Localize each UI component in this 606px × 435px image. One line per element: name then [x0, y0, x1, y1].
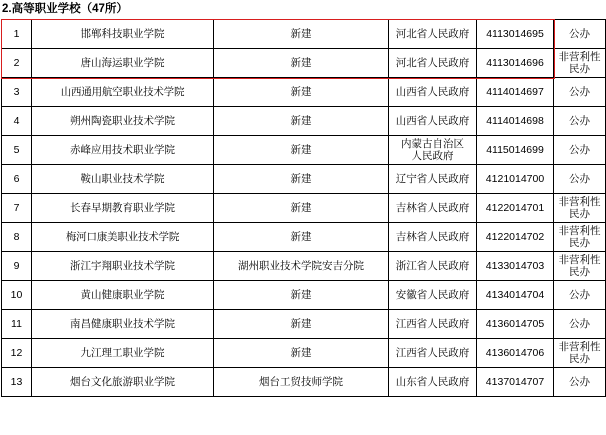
cell-ownership: 非营利性 民办 [554, 223, 606, 252]
cell-authority: 山东省人民政府 [389, 368, 477, 397]
cell-establish-type: 新建 [214, 194, 389, 223]
cell-school-name: 九江理工职业学院 [32, 339, 214, 368]
cell-establish-type: 新建 [214, 165, 389, 194]
cell-ownership: 公办 [554, 78, 606, 107]
table-row [2, 281, 606, 310]
cell-index: 2 [2, 49, 32, 78]
table-row [2, 20, 606, 49]
cell-authority: 吉林省人民政府 [389, 194, 477, 223]
cell-school-name: 山西通用航空职业技术学院 [32, 78, 214, 107]
table-row [2, 368, 606, 397]
cell-school-name: 梅河口康美职业技术学院 [32, 223, 214, 252]
cell-index: 7 [2, 194, 32, 223]
cell-ownership: 非营利性 民办 [554, 339, 606, 368]
cell-authority: 河北省人民政府 [389, 20, 477, 49]
cell-record-number: 4136014706 [477, 339, 554, 368]
cell-record-number: 4121014700 [477, 165, 554, 194]
table-row [2, 223, 606, 252]
cell-establish-type: 新建 [214, 107, 389, 136]
cell-ownership: 公办 [554, 107, 606, 136]
cell-index: 5 [2, 136, 32, 165]
cell-record-number: 4115014699 [477, 136, 554, 165]
cell-index: 1 [2, 20, 32, 49]
cell-ownership: 公办 [554, 310, 606, 339]
cell-school-name: 朔州陶瓷职业技术学院 [32, 107, 214, 136]
cell-school-name: 鞍山职业技术学院 [32, 165, 214, 194]
cell-school-name: 赤峰应用技术职业学院 [32, 136, 214, 165]
cell-authority: 浙江省人民政府 [389, 252, 477, 281]
cell-establish-type: 新建 [214, 281, 389, 310]
cell-establish-type: 新建 [214, 78, 389, 107]
cell-authority: 安徽省人民政府 [389, 281, 477, 310]
cell-index: 13 [2, 368, 32, 397]
table-row [2, 165, 606, 194]
cell-establish-type: 新建 [214, 49, 389, 78]
cell-establish-type: 新建 [214, 339, 389, 368]
cell-authority: 山西省人民政府 [389, 78, 477, 107]
cell-school-name: 浙江宇翔职业技术学院 [32, 252, 214, 281]
cell-index: 4 [2, 107, 32, 136]
cell-record-number: 4113014695 [477, 20, 554, 49]
cell-establish-type: 新建 [214, 310, 389, 339]
cell-index: 11 [2, 310, 32, 339]
cell-school-name: 唐山海运职业学院 [32, 49, 214, 78]
table-row [2, 194, 606, 223]
cell-authority: 辽宁省人民政府 [389, 165, 477, 194]
cell-school-name: 烟台文化旅游职业学院 [32, 368, 214, 397]
cell-record-number: 4136014705 [477, 310, 554, 339]
cell-authority: 江西省人民政府 [389, 339, 477, 368]
cell-index: 9 [2, 252, 32, 281]
cell-authority: 内蒙古自治区 人民政府 [389, 136, 477, 165]
schools-table [1, 19, 606, 397]
cell-record-number: 4114014697 [477, 78, 554, 107]
cell-school-name: 长春早期教育职业学院 [32, 194, 214, 223]
cell-establish-type: 烟台工贸技师学院 [214, 368, 389, 397]
cell-ownership: 非营利性 民办 [554, 49, 606, 78]
cell-establish-type: 新建 [214, 223, 389, 252]
cell-ownership: 公办 [554, 20, 606, 49]
page-title: 2.高等职业学校（47所） [2, 3, 128, 15]
cell-record-number: 4133014703 [477, 252, 554, 281]
table-row [2, 78, 606, 107]
cell-record-number: 4137014707 [477, 368, 554, 397]
cell-record-number: 4134014704 [477, 281, 554, 310]
cell-index: 12 [2, 339, 32, 368]
cell-school-name: 黄山健康职业学院 [32, 281, 214, 310]
cell-ownership: 公办 [554, 165, 606, 194]
cell-record-number: 4122014701 [477, 194, 554, 223]
table-row [2, 107, 606, 136]
cell-ownership: 公办 [554, 368, 606, 397]
cell-school-name: 南昌健康职业技术学院 [32, 310, 214, 339]
cell-ownership: 非营利性 民办 [554, 252, 606, 281]
cell-index: 10 [2, 281, 32, 310]
cell-record-number: 4113014696 [477, 49, 554, 78]
table-row [2, 310, 606, 339]
cell-index: 6 [2, 165, 32, 194]
cell-record-number: 4114014698 [477, 107, 554, 136]
cell-index: 8 [2, 223, 32, 252]
table-row [2, 252, 606, 281]
table-row [2, 136, 606, 165]
cell-establish-type: 新建 [214, 136, 389, 165]
table-row [2, 339, 606, 368]
cell-authority: 河北省人民政府 [389, 49, 477, 78]
cell-index: 3 [2, 78, 32, 107]
cell-record-number: 4122014702 [477, 223, 554, 252]
cell-authority: 吉林省人民政府 [389, 223, 477, 252]
cell-school-name: 邯郸科技职业学院 [32, 20, 214, 49]
cell-authority: 江西省人民政府 [389, 310, 477, 339]
cell-ownership: 公办 [554, 281, 606, 310]
cell-ownership: 公办 [554, 136, 606, 165]
table-body [2, 20, 606, 397]
cell-authority: 山西省人民政府 [389, 107, 477, 136]
cell-establish-type: 新建 [214, 20, 389, 49]
table-row [2, 49, 606, 78]
cell-establish-type: 湖州职业技术学院安吉分院 [214, 252, 389, 281]
cell-ownership: 非营利性 民办 [554, 194, 606, 223]
